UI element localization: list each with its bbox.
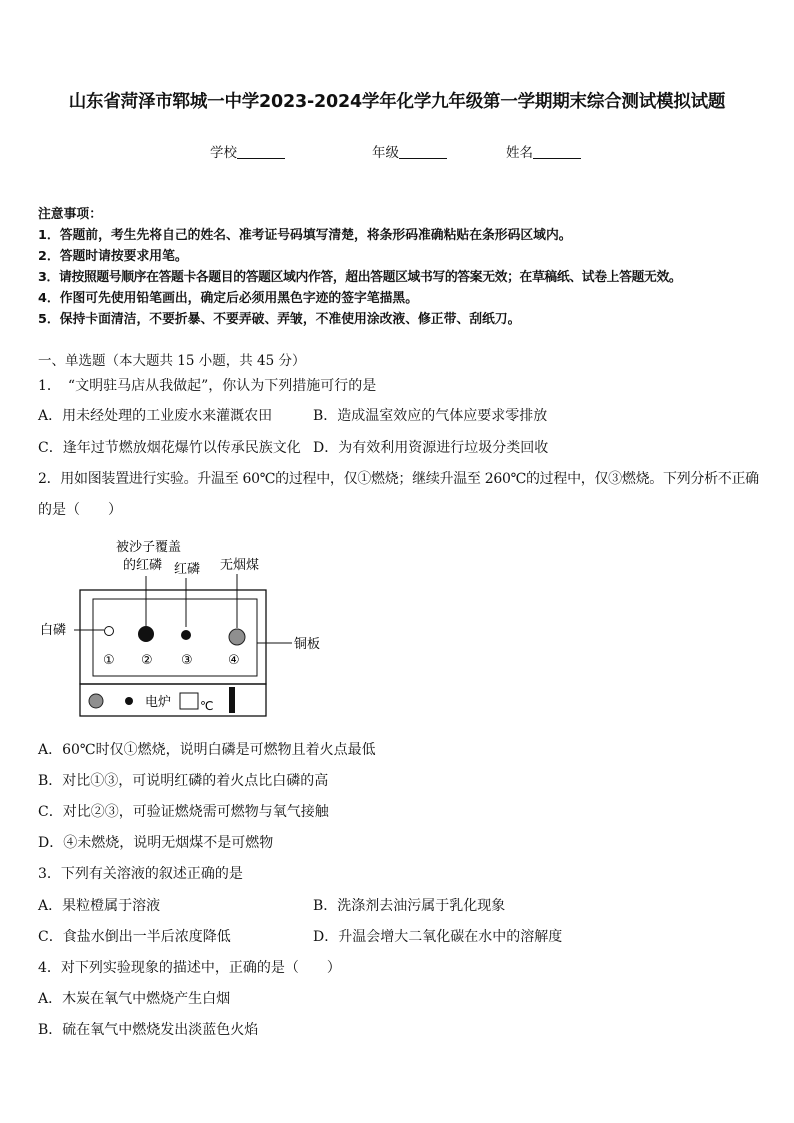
label-copper-plate: 铜板 <box>294 637 321 652</box>
q1-option-b: B．造成温室效应的气体应要求零排放 <box>313 408 548 424</box>
grade-blank[interactable] <box>399 144 447 159</box>
q2-stem-line2: 的是（ ） <box>38 502 122 518</box>
name-label: 姓名 <box>506 145 533 161</box>
label-white-phosphorus: 白磷 <box>40 623 67 638</box>
q3-option-c: C．食盐水倒出一半后浓度降低 <box>38 929 231 945</box>
notice-item-4: 4．作图可先使用铅笔画出，确定后必须用黑色字迹的签字笔描黑。 <box>38 291 419 306</box>
notice-heading: 注意事项： <box>38 207 102 222</box>
marker-3: ③ <box>181 653 193 668</box>
q1-option-a: A．用未经处理的工业废水来灌溉农田 <box>38 408 273 424</box>
school-blank[interactable] <box>237 144 285 159</box>
marker-4: ④ <box>228 653 240 668</box>
q3-option-b: B．洗涤剂去油污属于乳化现象 <box>313 898 506 914</box>
red-phosphorus-dot <box>181 630 191 640</box>
q2-option-c: C．对比②③，可验证燃烧需可燃物与氧气接触 <box>38 804 329 820</box>
q4-option-b: B．硫在氧气中燃烧发出淡蓝色火焰 <box>38 1022 259 1038</box>
q2-option-a: A．60℃时仅①燃烧，说明白磷是可燃物且着火点最低 <box>38 742 376 758</box>
label-anthracite: 无烟煤 <box>220 558 260 573</box>
page-title: 山东省菏泽市郓城一中学2023-2024学年化学九年级第一学期期末综合测试模拟试题 <box>68 92 726 112</box>
label-covered-red-phosphorus-line2: 的红磷 <box>123 558 163 573</box>
switch-bar-icon <box>229 687 235 713</box>
white-phosphorus-dot <box>105 627 114 636</box>
grade-label: 年级 <box>372 145 399 161</box>
notice-item-3: 3．请按照题号顺序在答题卡各题目的答题区域内作答，超出答题区域书写的答案无效；在草稿纸、试卷上答题无效。 <box>38 270 682 285</box>
stove-indicator-icon <box>125 697 133 705</box>
name-blank[interactable] <box>533 144 581 159</box>
q3-option-a: A．果粒橙属于溶液 <box>38 898 161 914</box>
marker-2: ② <box>141 653 153 668</box>
notice-item-1: 1．答题前，考生先将自己的姓名、准考证号码填写清楚，将条形码准确粘贴在条形码区域内。 <box>38 228 572 243</box>
q4-stem: 4．对下列实验现象的描述中，正确的是（ ） <box>38 960 341 976</box>
section-heading: 一、单选题（本大题共 15 小题，共 45 分） <box>38 353 306 369</box>
celsius-icon: ℃ <box>200 699 214 713</box>
label-covered-red-phosphorus-line1: 被沙子覆盖 <box>116 540 182 555</box>
q2-option-d: D．④未燃烧，说明无烟煤不是可燃物 <box>38 835 274 851</box>
thermometer-display-icon <box>180 693 198 709</box>
notice-item-2: 2．答题时请按要求用笔。 <box>38 249 188 264</box>
school-label: 学校 <box>210 145 237 161</box>
covered-red-phosphorus-dot <box>138 626 154 642</box>
q2-stem-line1: 2．用如图装置进行实验。升温至 60℃的过程中，仅①燃烧；继续升温至 260℃的过程中，仅③燃烧。下列分析不正确 <box>38 471 759 487</box>
q4-option-a: A．木炭在氧气中燃烧产生白烟 <box>38 991 231 1007</box>
combustion-diagram <box>38 534 338 720</box>
anthracite-dot <box>229 629 245 645</box>
q1-option-c: C．逢年过节燃放烟花爆竹以传承民族文化 <box>38 440 301 456</box>
q2-option-b: B．对比①③，可说明红磷的着火点比白磷的高 <box>38 773 329 789</box>
q1-stem: 1． “文明驻马店从我做起”，你认为下列措施可行的是 <box>38 378 377 394</box>
name-field <box>506 141 581 161</box>
q3-option-d: D．升温会增大二氧化碳在水中的溶解度 <box>313 929 563 945</box>
label-electric-stove: 电炉 <box>145 695 172 710</box>
grade-field <box>372 141 447 161</box>
label-red-phosphorus: 红磷 <box>174 562 201 577</box>
q1-option-d: D．为有效利用资源进行垃圾分类回收 <box>313 440 549 456</box>
marker-1: ① <box>103 653 115 668</box>
stove-frame <box>80 684 266 716</box>
school-field <box>210 141 285 161</box>
notice-item-5: 5．保持卡面清洁，不要折暴、不要弄破、弄皱，不准使用涂改液、修正带、刮纸刀。 <box>38 312 521 327</box>
stove-knob-icon <box>89 694 103 708</box>
q3-stem: 3．下列有关溶液的叙述正确的是 <box>38 866 243 882</box>
